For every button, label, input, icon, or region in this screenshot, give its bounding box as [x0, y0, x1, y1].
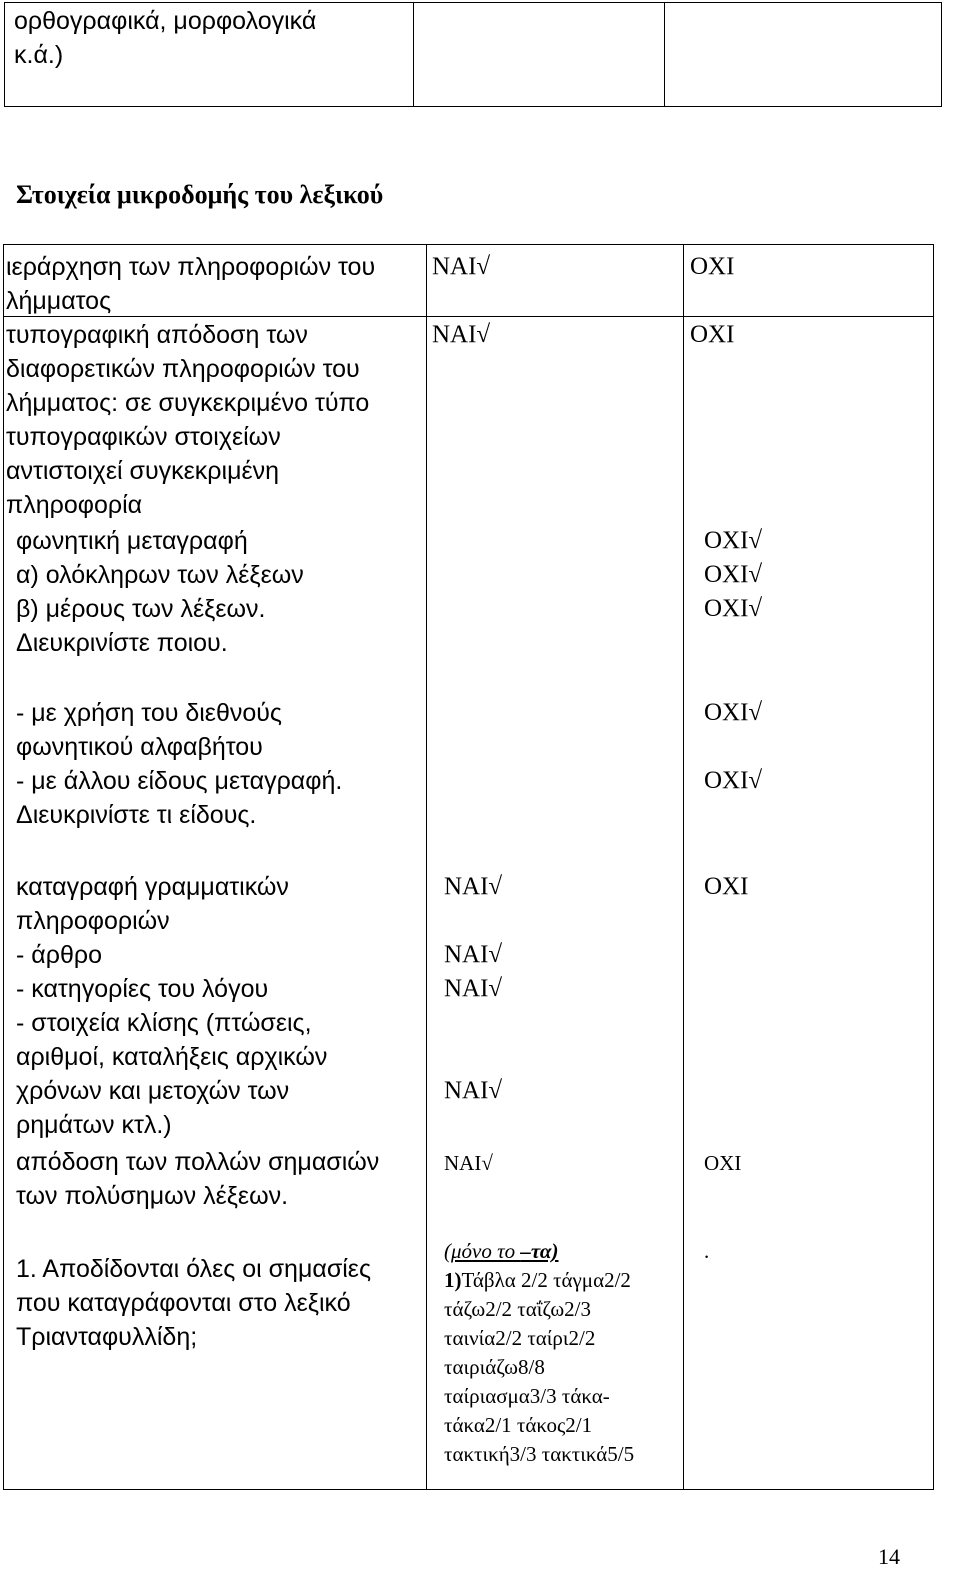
typography-criterion-line-6: πληροφορία: [6, 491, 143, 519]
triantafyllidis-criterion-line-3: Τριανταφυλλίδη;: [16, 1323, 198, 1351]
hierarchy-answer-yes: ΝΑΙ√: [432, 253, 491, 280]
top-table-divider-2: [664, 2, 665, 107]
phonetic-criterion-line-4: Διευκρινίστε ποιου.: [16, 629, 228, 657]
grammar-criterion-line-1: καταγραφή γραμματικών: [16, 873, 289, 901]
triantafyllidis-note-prefix: (μόνο το: [444, 1239, 521, 1263]
typography-criterion-line-2: διαφορετικών πληροφοριών του: [6, 355, 360, 383]
triantafyllidis-list-line-1: [444, 1265, 631, 1295]
triantafyllidis-list-line-3: ταινία2/2 ταίρι2/2: [444, 1326, 596, 1350]
meanings-answer-no: ΟΧΙ: [704, 1151, 742, 1175]
typography-criterion-line-3: λήμματος: σε συγκεκριμένο τύπο: [6, 389, 370, 417]
phonetic-answer-no-4: ΟΧΙ√: [704, 699, 763, 726]
phonetic-criterion-line-5: - με χρήση του διεθνούς: [16, 699, 282, 727]
phonetic-criterion-line-8: Διευκρινίστε τι είδους.: [16, 801, 257, 829]
meanings-criterion-line-2: των πολύσημων λέξεων.: [16, 1182, 289, 1210]
grammar-criterion-line-5: - στοιχεία κλίσης (πτώσεις,: [16, 1009, 312, 1037]
typography-answer-yes: ΝΑΙ√: [432, 321, 491, 348]
row-divider-1: [3, 316, 934, 317]
grammar-criterion-line-4: - κατηγορίες του λόγου: [16, 975, 269, 1003]
phonetic-criterion-line-1: φωνητική μεταγραφή: [16, 527, 248, 555]
typography-answer-no: ΟΧΙ: [690, 321, 735, 348]
triantafyllidis-list-line-7: τακτική3/3 τακτικά5/5: [444, 1442, 635, 1466]
typography-criterion-line-5: αντιστοιχεί συγκεκριμένη: [6, 457, 280, 485]
triantafyllidis-list-line-2: τάζω2/2 ταΐζω2/3: [444, 1297, 591, 1321]
triantafyllidis-list-text-1: Τάβλα 2/2 τάγμα2/2: [461, 1268, 631, 1292]
meanings-criterion-line-1: απόδοση των πολλών σημασιών: [16, 1148, 380, 1176]
phonetic-criterion-line-7: - με άλλου είδους μεταγραφή.: [16, 767, 343, 795]
grammar-criterion-line-2: πληροφοριών: [16, 907, 170, 935]
typography-criterion-line-1: τυπογραφική απόδοση των: [6, 321, 308, 349]
top-criterion-line-1: ορθογραφικά, μορφολογικά: [14, 7, 317, 35]
triantafyllidis-list-number: 1): [444, 1268, 462, 1292]
phonetic-criterion-line-2: α) ολόκληρων των λέξεων: [16, 561, 304, 589]
triantafyllidis-criterion-line-1: 1. Αποδίδονται όλες οι σημασίες: [16, 1255, 371, 1283]
triantafyllidis-list-line-6: τάκα2/1 τάκος2/1: [444, 1413, 593, 1437]
phonetic-criterion-line-3: β) μέρους των λέξεων.: [16, 595, 266, 623]
triantafyllidis-answer-no: .: [704, 1239, 710, 1263]
grammar-answer-yes-2: ΝΑΙ√: [444, 941, 503, 968]
grammar-answer-yes-4: ΝΑΙ√: [444, 1077, 503, 1104]
meanings-answer-yes: ΝΑΙ√: [444, 1151, 493, 1175]
hierarchy-criterion-line-1: ιεράρχηση των πληροφοριών του: [6, 253, 376, 281]
grammar-answer-yes-1: ΝΑΙ√: [444, 873, 503, 900]
triantafyllidis-note-word: –τα): [520, 1239, 559, 1263]
section-heading: Στοιχεία μικροδομής του λεξικού: [16, 180, 384, 209]
triantafyllidis-criterion-line-2: που καταγράφονται στο λεξικό: [16, 1289, 351, 1317]
phonetic-criterion-line-6: φωνητικού αλφαβήτου: [16, 733, 263, 761]
grammar-criterion-line-7: χρόνων και μετοχών των: [16, 1077, 290, 1105]
grammar-criterion-line-3: - άρθρο: [16, 941, 102, 969]
column-divider-1: [426, 244, 427, 1490]
phonetic-answer-no-3: ΟΧΙ√: [704, 595, 763, 622]
hierarchy-answer-no: ΟΧΙ: [690, 253, 735, 280]
top-criterion-line-2: κ.ά.): [14, 41, 64, 69]
hierarchy-criterion-line-2: λήμματος: [6, 287, 112, 315]
grammar-answer-yes-3: ΝΑΙ√: [444, 975, 503, 1002]
grammar-answer-no: ΟΧΙ: [704, 873, 749, 900]
grammar-criterion-line-6: αριθμοί, καταλήξεις αρχικών: [16, 1043, 328, 1071]
grammar-criterion-line-8: ρημάτων κτλ.): [16, 1111, 172, 1139]
phonetic-answer-no-5: ΟΧΙ√: [704, 767, 763, 794]
top-table-divider: [413, 2, 414, 107]
phonetic-answer-no-2: ΟΧΙ√: [704, 561, 763, 588]
typography-criterion-line-4: τυπογραφικών στοιχείων: [6, 423, 281, 451]
phonetic-answer-no-1: ΟΧΙ√: [704, 527, 763, 554]
column-divider-2: [683, 244, 684, 1490]
triantafyllidis-list-line-4: ταιριάζω8/8: [444, 1355, 545, 1379]
triantafyllidis-note: [444, 1236, 559, 1266]
page-number: 14: [878, 1544, 900, 1569]
triantafyllidis-list-line-5: ταίριασμα3/3 τάκα-: [444, 1384, 610, 1408]
